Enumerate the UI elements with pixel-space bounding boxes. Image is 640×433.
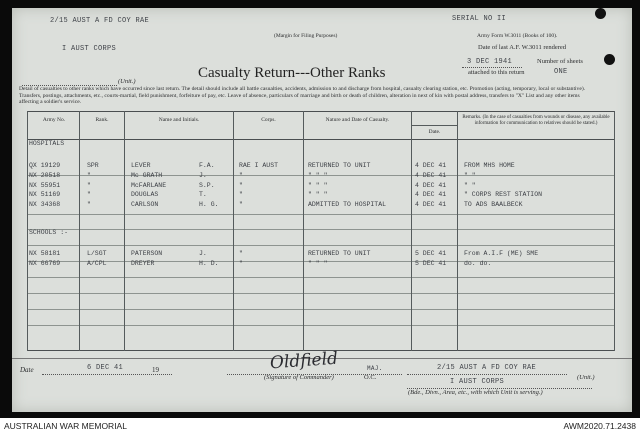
table-row xyxy=(27,191,615,200)
number-sheets-label: Number of sheets xyxy=(537,58,583,65)
cell-initials: T. xyxy=(199,191,207,199)
cell-corps: " xyxy=(239,259,243,267)
cell-initials: J. xyxy=(199,250,207,257)
cell-rank: " xyxy=(87,191,91,199)
col-name: Name and Initials. xyxy=(158,117,200,123)
cell-army-no: NX 34368 xyxy=(29,201,61,209)
cell-surname: DOUGLAS xyxy=(131,191,159,199)
unit-typed: 2/15 AUST A FD COY RAE xyxy=(50,17,150,25)
cell-nature: " " " xyxy=(308,171,328,179)
cell-corps: " xyxy=(239,171,243,179)
cell-army-no: NX 20518 xyxy=(29,171,61,179)
cell-rank: " xyxy=(87,171,91,179)
form-title: Casualty Return---Other Ranks xyxy=(198,65,386,81)
cell-remarks: From A.I.F (ME) SME xyxy=(464,250,539,257)
table-row xyxy=(27,182,615,191)
date-last-label: Date of last A.F. W.3011 rendered xyxy=(478,44,567,51)
cell-nature: " " " xyxy=(308,191,328,199)
cell-remarks: do. do. xyxy=(464,259,492,267)
cell-date: 4 DEC 41 xyxy=(415,162,447,169)
col-corps: Corps. xyxy=(261,117,276,123)
footer-corps-value: I AUST CORPS xyxy=(450,378,505,386)
cell-corps: " xyxy=(239,181,243,189)
cell-rank: L/SGT xyxy=(87,250,107,257)
table-row xyxy=(27,201,615,210)
table-row xyxy=(27,260,615,269)
cell-army-no: NX 51169 xyxy=(29,191,61,199)
cell-army-no: QX 19129 xyxy=(29,162,61,169)
corps-typed: I AUST CORPS xyxy=(62,45,117,53)
margin-note: (Margin for Filing Purposes) xyxy=(274,33,338,39)
cell-date: 4 DEC 41 xyxy=(415,171,447,179)
cell-date: 4 DEC 41 xyxy=(415,201,447,209)
cell-nature: RETURNED TO UNIT xyxy=(308,250,371,257)
footer-date-value: 6 DEC 41 xyxy=(87,364,124,372)
cell-army-no: NX 66769 xyxy=(29,259,61,267)
cell-date: 5 DEC 41 xyxy=(415,259,447,267)
cell-initials: H. G. xyxy=(199,201,219,209)
oc-label: O.C. xyxy=(364,374,377,381)
col-army-no: Army No. xyxy=(42,117,66,123)
cell-rank: SPR xyxy=(87,162,99,169)
sheets-value: ONE xyxy=(554,68,568,76)
cell-corps: " xyxy=(239,250,243,257)
col-rank: Rank. xyxy=(95,117,109,123)
cell-nature: RETURNED TO UNIT xyxy=(308,162,371,169)
cell-initials: H. D. xyxy=(199,259,219,267)
cell-corps: " xyxy=(239,201,243,209)
cell-surname: Mc GRATH xyxy=(131,171,163,179)
casualty-table xyxy=(27,111,615,351)
cell-army-no: NX 55951 xyxy=(29,181,61,189)
cell-surname: DREYER xyxy=(131,259,155,267)
unit-label: (Unit.) xyxy=(118,78,136,85)
cell-nature: " " " xyxy=(308,181,328,189)
col-date: Date. xyxy=(428,129,441,135)
cell-date: 5 DEC 41 xyxy=(415,250,447,257)
cell-date: 4 DEC 41 xyxy=(415,191,447,199)
cell-initials: F.A. xyxy=(199,162,215,169)
cell-initials: J. xyxy=(199,171,207,179)
cell-corps: " xyxy=(239,191,243,199)
commander-signature: Oldfield xyxy=(269,348,339,374)
cell-surname: McFARLANE xyxy=(131,181,167,189)
punch-hole-top xyxy=(595,8,606,19)
footer-unit-value: 2/15 AUST A FD COY RAE xyxy=(437,364,537,372)
table-row xyxy=(27,162,615,171)
section-schools: SCHOOLS :- xyxy=(29,229,69,236)
cell-rank: " xyxy=(87,201,91,209)
cell-remarks: " " xyxy=(464,171,476,179)
table-row xyxy=(27,250,615,259)
army-form: Army Form W.3011 (Books of 100). xyxy=(477,33,558,39)
table-row xyxy=(27,172,615,181)
cell-rank: " xyxy=(87,181,91,189)
cell-date: 4 DEC 41 xyxy=(415,181,447,189)
signature-rank: MAJ. xyxy=(367,365,383,372)
cell-nature: " " " xyxy=(308,259,328,267)
cell-initials: S.P. xyxy=(199,181,215,189)
date-last-value: 3 DEC 1941 xyxy=(467,58,513,66)
footer-date-label: Date xyxy=(20,366,34,374)
cell-corps: RAE I AUST xyxy=(239,162,279,169)
cell-remarks: " CORPS REST STATION xyxy=(464,191,543,199)
bde-label: (Bde., Divn., Area, etc., with which Unit is serving.) xyxy=(408,389,543,396)
attached-label: attached to this return xyxy=(468,69,525,76)
casualty-return-form xyxy=(12,8,632,412)
cell-rank: A/CPL xyxy=(87,259,107,267)
cell-remarks: " " xyxy=(464,181,476,189)
col-nature: Nature and Date of Casualty. xyxy=(325,117,390,123)
cell-surname: PATERSON xyxy=(131,250,163,257)
signature-label: (Signature of Commander) xyxy=(264,374,334,381)
credit-left: AUSTRALIAN WAR MEMORIAL xyxy=(4,421,127,431)
footer-unit-label: (Unit.) xyxy=(577,374,595,381)
cell-surname: CARLSON xyxy=(131,201,159,209)
serial-number: SERIAL NO II xyxy=(452,15,507,23)
cell-remarks: FROM MHS HOME xyxy=(464,162,515,169)
credit-bar xyxy=(0,418,640,433)
credit-right: AWM2020.71.2438 xyxy=(563,421,636,431)
cell-nature: ADMITTED TO HOSPITAL xyxy=(308,201,387,209)
cell-remarks: TO ADS BAALBECK xyxy=(464,201,523,209)
footer-year-prefix: 19 xyxy=(152,366,159,374)
instructions: Detail of casualties to other ranks which have occurred since last return. The detail should include all battle casualties, accidents, admission to and discharge from hospital, casualty clearing station, etc. Promotion (acting, temporary, local or substantive). Transfers, postings, attachments, etc., courts-martial, field punishment, forfeiture of pay, etc. Leave of absence, particulars of marriage and birth or death of children, alteration in next of kin with postal address, transfers to "X" List and any other items affecting a soldier's service. xyxy=(19,86,586,106)
cell-surname: LEVER xyxy=(131,162,151,169)
col-remarks: Remarks. (In the case of casualties from wounds or disease, any available information for communication to relatives should be stated.) xyxy=(462,115,610,126)
punch-hole-right xyxy=(604,54,615,65)
section-hospitals: HOSPITALS xyxy=(29,140,65,147)
cell-army-no: NX 58181 xyxy=(29,250,61,257)
